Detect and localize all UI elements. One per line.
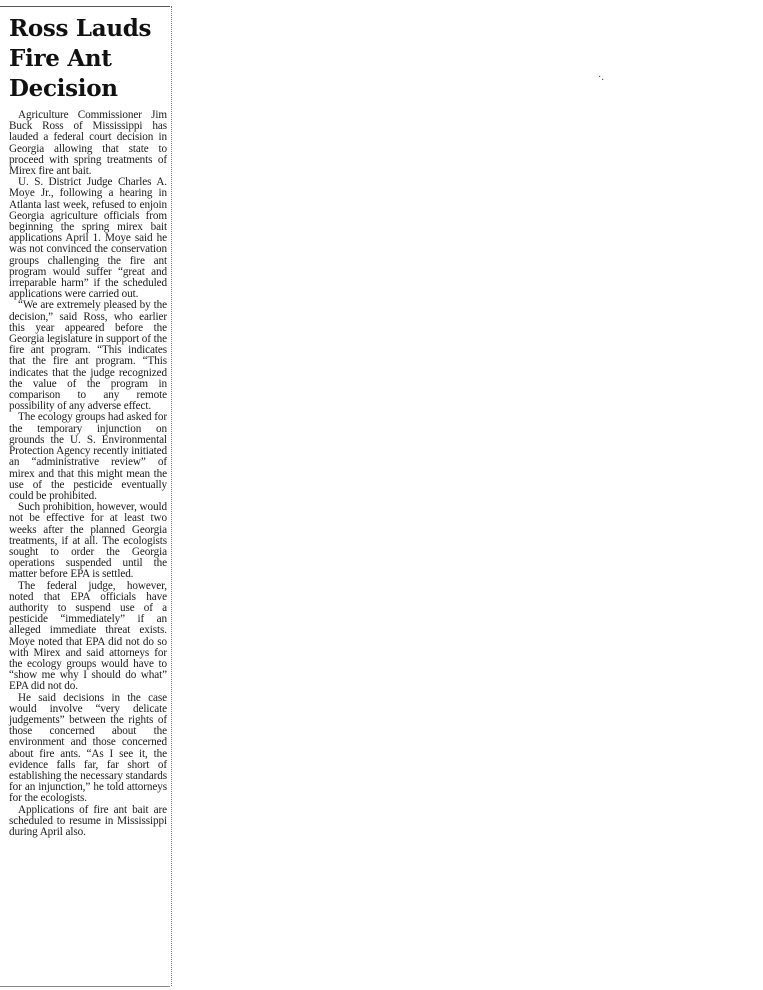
headline-line: Decision xyxy=(9,75,118,102)
article-paragraph: Such prohibition, however, would not be effective for at least two weeks after the planned Georgia treatments, if at all. The ecologists sought to order the Georgia operations suspended until the matter before EPA is settled. xyxy=(9,501,167,581)
article-paragraph: Agriculture Commissioner Jim Buck Ross of Mississippi has lauded a federal court decision in Georgia allowing that state to proceed with spring treatments of Mirex fire ant bait. xyxy=(9,109,167,178)
bottom-column-rule xyxy=(0,986,170,987)
headline-line: Fire Ant xyxy=(9,45,112,72)
article-paragraph: “We are extremely pleased by the decision,” said Ross, who earlier this year appeared before the Georgia legislature in support of the fire ant program. “This indicates that the fire ant program. “This indicates that the judge recognized the value of the program in comparison to any remote possibility of any adverse effect. xyxy=(9,299,167,413)
article-body xyxy=(9,110,167,838)
article-paragraph: He said decisions in the case would involve “very delicate judgements” between the rights of those concerned about the environment and those concerned about fire ants. “As I see it, the evidence falls far, far short of establishing the necessary standards for an injunction,” he told attorneys for the ecologists. xyxy=(9,691,167,805)
top-column-rule xyxy=(0,6,170,7)
print-speck: ·. xyxy=(598,72,604,83)
article-paragraph: U. S. District Judge Charles A. Moye Jr., following a hearing in Atlanta last week, refused to enjoin Georgia agriculture officials from beginning the spring mirex bait applications April 1. Moye said he was not convinced the conservation groups challenging the fire ant program would suffer “great and irreparable harm” if the scheduled applications were carried out. xyxy=(9,176,167,301)
article-paragraph: The ecology groups had asked for the temporary injunction on grounds the U. S. Environmental Protection Agency recently initiated an “administrative review” of mirex and that this might mean the use of the pesticide eventually could be prohibited. xyxy=(9,411,167,502)
headline-line: Ross Lauds xyxy=(9,15,152,42)
article-paragraph: Applications of fire ant bait are scheduled to resume in Mississippi during April also. xyxy=(9,803,167,838)
news-article xyxy=(9,14,167,838)
column-divider xyxy=(171,6,172,986)
article-paragraph: The federal judge, however, noted that EPA officials have authority to suspend use of a pesticide “immediately” if an alleged immediate threat exists. Moye noted that EPA did not do so with Mirex and said attorneys for the ecology groups would have to “show me why I should do what” EPA did not do. xyxy=(9,579,167,693)
headline xyxy=(9,14,167,104)
